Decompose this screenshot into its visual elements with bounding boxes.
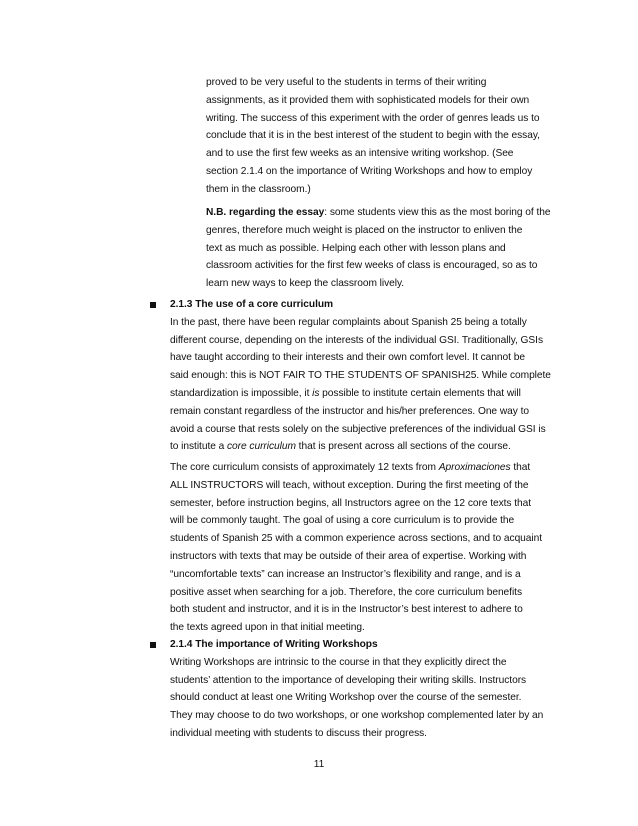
text-line: “uncomfortable texts” can increase an Instructor’s flexibility and range, and is a (170, 568, 521, 580)
book-title: Aproximaciones (438, 462, 511, 473)
text-line: will be commonly taught. The goal of using a core curriculum is to provide the (170, 515, 515, 527)
nb-label: N.B. regarding the essay (206, 207, 325, 218)
text-line: students of Spanish 25 with a common experience across sections, and to acquaint (170, 533, 543, 545)
text-line: text as much as possible. Helping each other with lesson plans and (206, 242, 506, 254)
section-heading: 2.1.4 The importance of Writing Workshops (170, 639, 378, 650)
text-run: The core curriculum consists of approximately 12 texts from (170, 462, 439, 473)
text-line (170, 438, 551, 456)
text-line: individual meeting with students to discuss their progress. (170, 727, 427, 739)
section-2-1-4 (170, 636, 543, 743)
text-line: should conduct at least one Writing Workshop over the course of the semester. (170, 692, 522, 704)
text-line: said enough: this is NOT FAIR TO THE STUDENTS OF SPANISH25. While complete (170, 370, 551, 382)
text-line: proved to be very useful to the students in terms of their writing (206, 77, 487, 88)
text-line: learn new ways to keep the classroom lively. (206, 278, 405, 290)
text-run: to institute a (170, 441, 228, 453)
text-line (170, 385, 551, 403)
page-number: 11 (313, 759, 325, 770)
nb-first-line-text: : some students view this as the most boring of the (324, 207, 551, 218)
text-run: possible to institute certain elements that will (319, 387, 521, 399)
text-line: writing. The success of this experiment with the order of genres leads us to (206, 112, 540, 124)
text-line: ALL INSTRUCTORS will teach, without exception. During the first meeting of the (170, 479, 529, 491)
text-line: different course, depending on the interests of the individual GSI. Traditionally, GSIs (170, 334, 543, 346)
bullet-square (150, 302, 156, 308)
text-line (170, 459, 542, 477)
section-heading: 2.1.3 The use of a core curriculum (170, 299, 334, 310)
text-run: standardization is impossible, it (170, 387, 313, 399)
text-line: instructors with texts that may be outside of their area of expertise. Working with (170, 550, 527, 562)
text-line: avoid a course that rests solely on the subjective preferences of the individual GSI is (170, 423, 546, 435)
text-line: them in the classroom.) (206, 183, 311, 195)
text-line: the texts agreed upon in that initial meeting. (170, 622, 365, 634)
text-line: remain constant regardless of the instructor and his/her preferences. One way to (170, 405, 529, 417)
text-line: section 2.1.4 on the importance of Writing Workshops and how to employ (206, 165, 533, 177)
text-line: Writing Workshops are intrinsic to the course in that they explicitly direct the (170, 656, 507, 668)
text-line: and to use the first few weeks as an intensive writing workshop. (See (206, 148, 514, 160)
nb-paragraph (206, 204, 550, 293)
emphasis-text: is (312, 387, 320, 399)
text-run: that is present across all sections of the course. (295, 441, 511, 453)
text-line (206, 204, 550, 222)
text-line: have taught according to their interests and their own comfort level. It cannot be (170, 352, 525, 364)
emphasis-text: core curriculum (227, 441, 296, 453)
text-line: They may choose to do two workshops, or one workshop complemented later by an (170, 710, 544, 722)
text-run: that (510, 462, 531, 473)
core-curriculum-paragraph (170, 459, 542, 637)
text-line: students’ attention to the importance of developing their writing skills. Instructors (170, 674, 527, 686)
text-line: both student and instructor, and it is in the Instructor’s best interest to adhere to (170, 604, 523, 616)
bullet-square (150, 642, 156, 648)
text-line: genres, therefore much weight is placed on the instructor to enliven the (206, 224, 523, 236)
text-line: In the past, there have been regular complaints about Spanish 25 being a totally (170, 316, 527, 328)
text-line: conclude that it is in the best interest of the student to begin with the essay, (206, 130, 540, 142)
intro-paragraph (206, 74, 540, 199)
text-line: positive asset when searching for a job. Therefore, the core curriculum benefits (170, 586, 522, 598)
text-line: assignments, as it provided them with sophisticated models for their own (206, 94, 530, 106)
text-line: classroom activities for the first few weeks of class is encouraged, so as to (206, 260, 538, 272)
section-2-1-3 (170, 296, 551, 456)
text-line: semester, before instruction begins, all Instructors agree on the 12 core texts that (170, 497, 532, 509)
